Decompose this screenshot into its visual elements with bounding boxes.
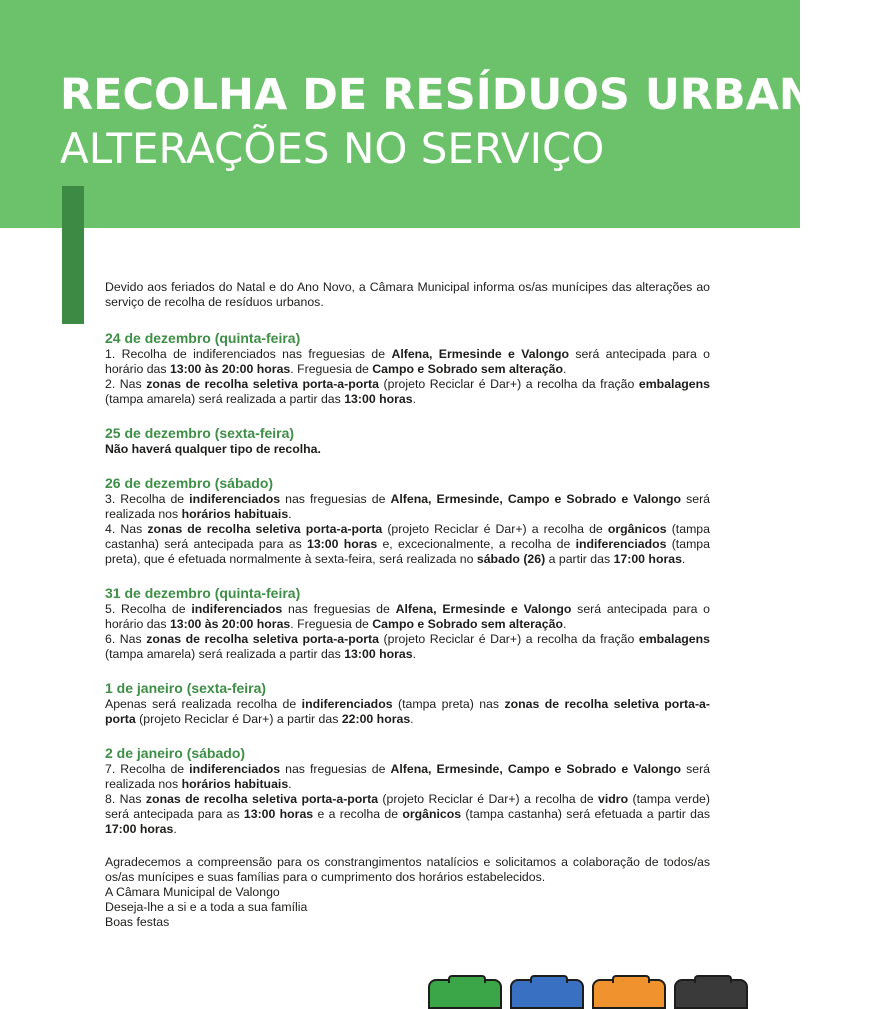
emphasis-text: indiferenciados (189, 762, 281, 776)
schedule-sections (105, 330, 710, 837)
item-text: . (410, 712, 414, 726)
item-text: . (412, 647, 416, 661)
item-text: (tampa amarela) será realizada a partir das (105, 647, 345, 661)
signature-line: Boas festas (105, 915, 170, 929)
item-text: Apenas será realizada recolha de (105, 697, 302, 711)
signature (105, 885, 710, 930)
header-banner (0, 0, 882, 228)
item-text: (tampa castanha) será antecipada para as (105, 522, 710, 551)
item-text: (tampa castanha) será efetuada a partir das (461, 807, 710, 821)
emphasis-text: zonas de recolha seletiva porta-a-porta (146, 377, 379, 391)
item-text: e, excecionalmente, a recolha de (377, 537, 576, 551)
emphasis-text: 13:00 horas (243, 807, 314, 821)
emphasis-text: indiferenciados (191, 602, 283, 616)
emphasis-text: zonas de recolha seletiva porta-a-porta (145, 792, 379, 806)
section-date-title: 26 de dezembro (sábado) (105, 475, 274, 491)
section-date-title: 24 de dezembro (quinta-feira) (105, 330, 301, 346)
item-text: . (412, 392, 416, 406)
closing-paragraph: Agradecemos a compreensão para os constrangimentos natalícios e solicitamos a colaboração de todos/as os/as munícipes e suas famílias para o cumprimento dos horários estabelecidos. (105, 855, 710, 884)
emphasis-text: 22:00 horas (341, 712, 411, 726)
schedule-item (105, 632, 710, 662)
emphasis-text: Campo e Sobrado sem alteração (372, 362, 563, 376)
item-text: 4. Nas (105, 522, 148, 536)
emphasis-text: zonas de recolha seletiva porta-a-porta (147, 522, 383, 536)
emphasis-text: horários habituais (181, 777, 289, 791)
item-text: (projeto Reciclar é Dar+) a recolha da fração (378, 632, 639, 646)
item-text: nas freguesias de (280, 492, 391, 506)
item-text: 8. Nas (105, 792, 146, 806)
section-date-title: 2 de janeiro (sábado) (105, 745, 246, 761)
emphasis-text: horários habituais (181, 507, 289, 521)
emphasis-text: Não haverá qualquer tipo de recolha. (105, 442, 321, 456)
item-text: . (288, 507, 292, 521)
item-text: (tampa preta), que é efetuada normalmente à sexta-feira, será realizada no (105, 537, 710, 566)
emphasis-text: 13:00 às 20:00 horas (169, 617, 291, 631)
intro-paragraph: Devido aos feriados do Natal e do Ano Novo, a Câmara Municipal informa os/as munícipes das alterações ao serviço de recolha de resíduos urbanos. (105, 280, 710, 309)
emphasis-text: Alfena, Ermesinde, Campo e Sobrado e Valongo (390, 762, 682, 776)
emphasis-text: sábado (26) (476, 552, 546, 566)
item-text: . (681, 552, 686, 566)
schedule-item (105, 347, 710, 377)
item-text: nas freguesias de (280, 762, 391, 776)
page-title: RECOLHA DE RESÍDUOS URBANOS (60, 70, 882, 120)
item-text: 3. Recolha de (105, 492, 190, 506)
section-date-title: 1 de janeiro (sexta-feira) (105, 680, 267, 696)
item-text: será realizada nos (105, 762, 711, 791)
emphasis-text: embalagens (638, 377, 710, 391)
item-text: (projeto Reciclar é Dar+) a recolha de (378, 792, 599, 806)
schedule-item (105, 377, 710, 407)
orange-bin-icon (592, 979, 666, 1009)
emphasis-text: 13:00 horas (344, 647, 413, 661)
emphasis-text: indiferenciados (575, 537, 667, 551)
item-text: será antecipada para o horário das (105, 602, 711, 631)
emphasis-text: Campo e Sobrado sem alteração (372, 617, 563, 631)
emphasis-text: 13:00 às 20:00 horas (169, 362, 291, 376)
item-text: será realizada nos (105, 492, 711, 521)
item-text: nas freguesias de (282, 602, 396, 616)
item-text: . (173, 822, 177, 836)
signature-line: Deseja-lhe a si e a toda a sua família (105, 900, 308, 914)
item-text: será antecipada para o horário das (105, 347, 710, 376)
item-text: . (562, 362, 567, 376)
emphasis-text: Alfena, Ermesinde e Valongo (395, 602, 572, 616)
emphasis-text: Alfena, Ermesinde e Valongo (391, 347, 570, 361)
item-text: . (288, 777, 292, 791)
schedule-section (105, 585, 710, 662)
item-text: e a recolha de (313, 807, 403, 821)
emphasis-text: orgânicos (402, 807, 462, 821)
schedule-item (105, 792, 710, 837)
item-text: (projeto Reciclar é Dar+) a recolha da fração (378, 377, 639, 391)
schedule-item (105, 442, 710, 457)
item-text: 1. Recolha de indiferenciados nas freguesias de (105, 347, 392, 361)
item-text: (tampa verde) será antecipada para as (105, 792, 710, 821)
schedule-section (105, 475, 710, 567)
emphasis-text: indiferenciados (301, 697, 393, 711)
page-subtitle: ALTERAÇÕES NO SERVIÇO (60, 124, 605, 173)
emphasis-text: orgânicos (607, 522, 667, 536)
schedule-section (105, 745, 710, 837)
emphasis-text: zonas de recolha seletiva porta-a-porta (146, 632, 379, 646)
black-bin-icon (674, 979, 748, 1009)
section-date-title: 25 de dezembro (sexta-feira) (105, 425, 295, 441)
notice-body (105, 280, 710, 930)
emphasis-text: Alfena, Ermesinde, Campo e Sobrado e Valongo (390, 492, 682, 506)
schedule-item (105, 762, 710, 792)
item-text: . Freguesia de (290, 362, 373, 376)
emphasis-text: embalagens (638, 632, 710, 646)
emphasis-text: indiferenciados (189, 492, 281, 506)
emphasis-text: 13:00 horas (307, 537, 378, 551)
item-text: 5. Recolha de (105, 602, 192, 616)
schedule-item (105, 492, 710, 522)
schedule-item (105, 697, 710, 727)
section-date-title: 31 de dezembro (quinta-feira) (105, 585, 301, 601)
emphasis-text: 13:00 horas (344, 392, 413, 406)
item-text: 2. Nas (105, 377, 147, 391)
item-text: 6. Nas (105, 632, 147, 646)
item-text: . Freguesia de (290, 617, 373, 631)
item-text: . (562, 617, 567, 631)
waste-bins (420, 975, 800, 1000)
emphasis-text: 17:00 horas (613, 552, 682, 566)
item-text: 7. Recolha de (105, 762, 190, 776)
schedule-section (105, 425, 710, 457)
item-text: (tampa amarela) será realizada a partir das (105, 392, 345, 406)
blue-bin-icon (510, 979, 584, 1009)
item-text: (projeto Reciclar é Dar+) a partir das (135, 712, 342, 726)
schedule-item (105, 602, 710, 632)
emphasis-text: 17:00 horas (105, 822, 174, 836)
schedule-item (105, 522, 710, 567)
accent-bar (62, 186, 84, 324)
item-text: (projeto Reciclar é Dar+) a recolha de (382, 522, 608, 536)
emphasis-text: zonas de recolha seletiva porta-a-porta (105, 697, 710, 726)
emphasis-text: vidro (598, 792, 629, 806)
item-text: (tampa preta) nas (392, 697, 505, 711)
item-text: a partir das (545, 552, 614, 566)
schedule-section (105, 330, 710, 407)
signature-line: A Câmara Municipal de Valongo (105, 885, 280, 899)
schedule-section (105, 680, 710, 727)
green-bin-icon (428, 979, 502, 1009)
